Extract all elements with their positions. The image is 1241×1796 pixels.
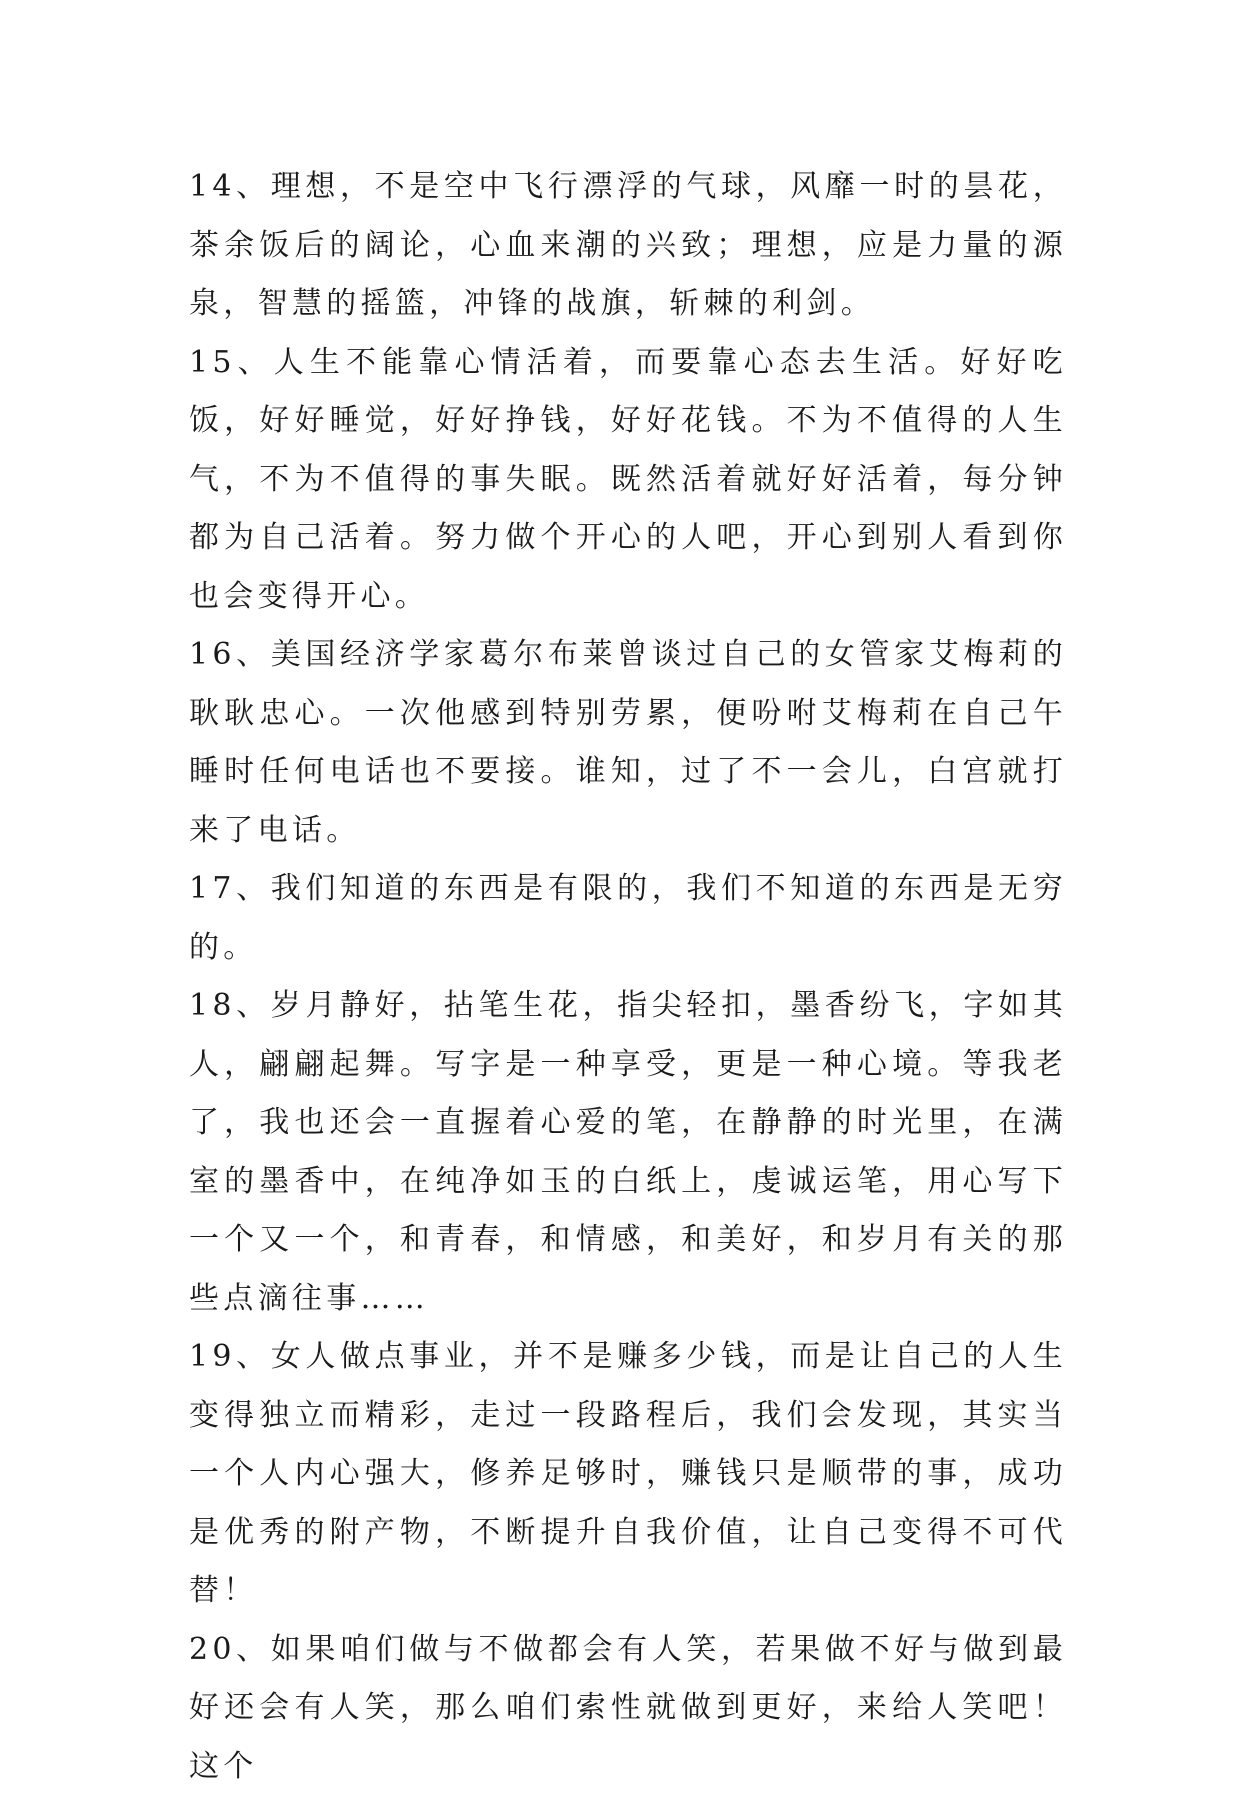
paragraph-19: 19、女人做点事业，并不是赚多少钱，而是让自己的人生变得独立而精彩，走过一段路程后，我们会发现，其实当一个人内心强大，修养足够时，赚钱只是顺带的事，成功是优秀的附产物，不断提升自我价值，让自己变得不可代替！ [189,1328,1067,1621]
paragraph-20: 20、如果咱们做与不做都会有人笑，若果做不好与做到最好还会有人笑，那么咱们索性就做到更好，来给人笑吧！这个 [189,1621,1067,1796]
paragraph-17: 17、我们知道的东西是有限的，我们不知道的东西是无穷的。 [189,860,1067,977]
paragraph-15: 15、人生不能靠心情活着，而要靠心态去生活。好好吃饭，好好睡觉，好好挣钱，好好花钱。不为不值得的人生气，不为不值得的事失眠。既然活着就好好活着，每分钟都为自己活着。努力做个开心的人吧，开心到别人看到你也会变得开心。 [189,334,1067,627]
document-body [189,158,1067,1796]
paragraph-16: 16、美国经济学家葛尔布莱曾谈过自己的女管家艾梅莉的耿耿忠心。一次他感到特别劳累，便吩咐艾梅莉在自己午睡时任何电话也不要接。谁知，过了不一会儿，白宫就打来了电话。 [189,626,1067,860]
paragraph-14: 14、理想，不是空中飞行漂浮的气球，风靡一时的昙花，茶余饭后的阔论，心血来潮的兴致；理想，应是力量的源泉，智慧的摇篮，冲锋的战旗，斩棘的利剑。 [189,158,1067,334]
paragraph-18: 18、岁月静好，拈笔生花，指尖轻扣，墨香纷飞，字如其人，翩翩起舞。写字是一种享受，更是一种心境。等我老了，我也还会一直握着心爱的笔，在静静的时光里，在满室的墨香中，在纯净如玉的白纸上，虔诚运笔，用心写下一个又一个，和青春，和情感，和美好，和岁月有关的那些点滴往事…… [189,977,1067,1328]
